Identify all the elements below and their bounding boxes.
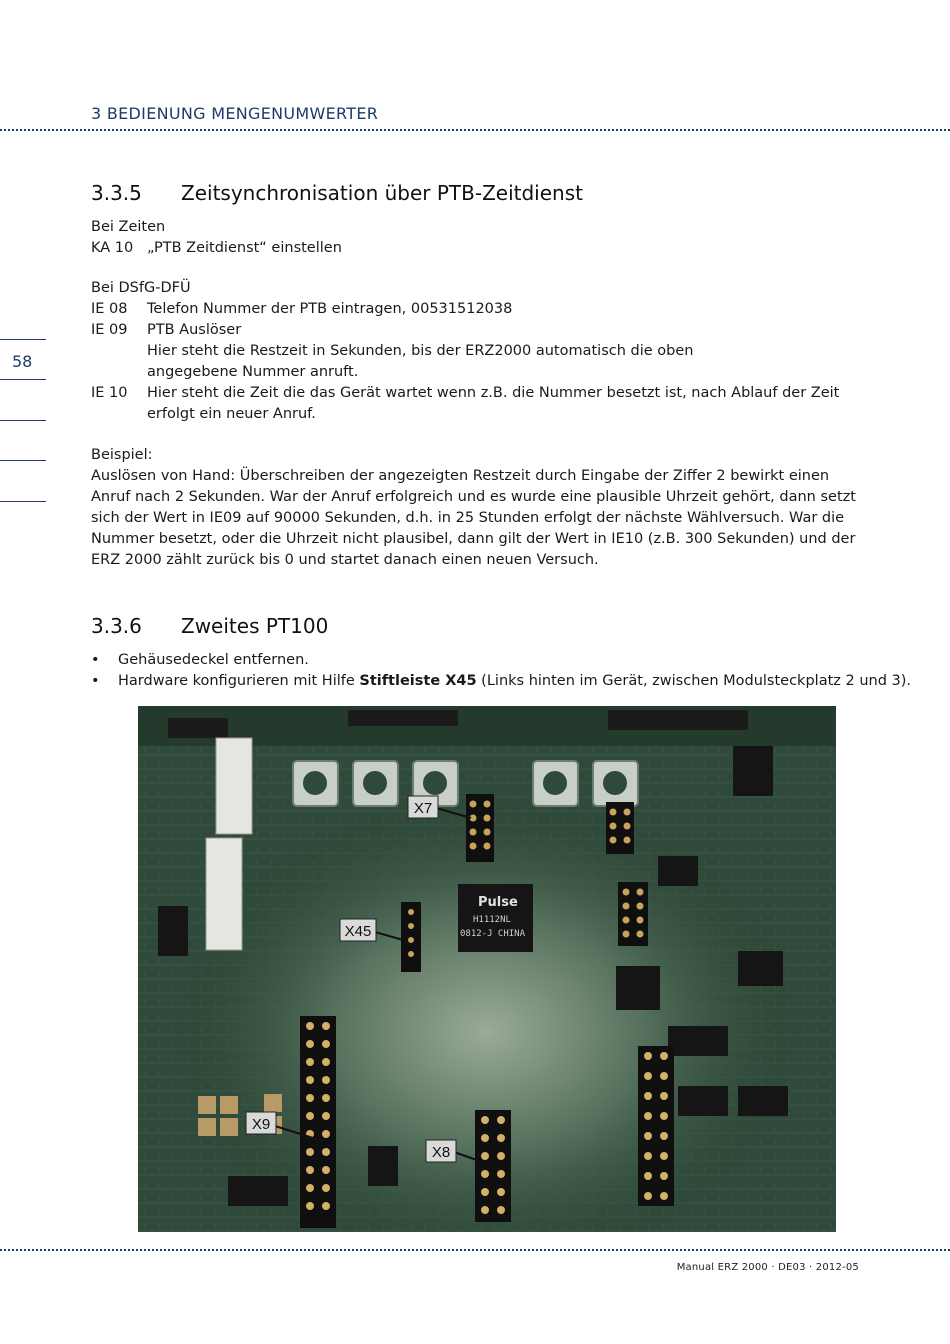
- chip-part: H1112NL: [473, 915, 511, 925]
- circuit-board-photo: [138, 706, 836, 1232]
- footer-divider: [0, 1249, 950, 1251]
- setting-text: „PTB Zeitdienst“ einstellen: [147, 240, 342, 256]
- margin-rule: [0, 501, 46, 502]
- callout-x9: [246, 1112, 276, 1134]
- margin-rule: [0, 379, 46, 380]
- callout-label: X8: [431, 1144, 451, 1161]
- setting-text-continued: angegebene Nummer anruft.: [147, 364, 359, 380]
- setting-row-ie10: [91, 383, 839, 404]
- callout-x7: [408, 796, 438, 818]
- header-divider: [0, 129, 950, 131]
- chip-origin: 0812-J CHINA: [460, 929, 526, 939]
- dfue-heading: Bei DSfG-DFÜ: [91, 280, 191, 296]
- setting-row-ie09: [91, 320, 839, 341]
- list-item: [91, 671, 911, 692]
- callout-label: X9: [251, 1116, 271, 1133]
- callout-label: X45: [344, 923, 372, 940]
- section-number: 3.3.6: [91, 614, 142, 638]
- callout-x8: [426, 1140, 456, 1162]
- section-number: 3.3.5: [91, 181, 142, 205]
- setting-code: IE 08: [91, 301, 128, 317]
- callout-x45: [340, 919, 376, 941]
- list-item-emphasis: Stiftleiste X45: [359, 673, 477, 689]
- chip-brand: Pulse: [478, 895, 518, 910]
- section-heading-336: [91, 614, 328, 638]
- section-heading-335: [91, 181, 583, 205]
- list-item-text: Gehäusedeckel entfernen.: [118, 652, 309, 668]
- setting-text-continued: erfolgt ein neuer Anruf.: [147, 406, 316, 422]
- section-title: Zweites PT100: [181, 614, 329, 638]
- chapter-header: 3 BEDIENUNG MENGENUMWERTER: [91, 104, 379, 123]
- list-item-text: Hardware konfigurieren mit Hilfe: [118, 673, 360, 689]
- list-item-text: (Links hinten im Gerät, zwischen Modulsteckplatz 2 und 3).: [476, 673, 911, 689]
- margin-rule: [0, 339, 46, 340]
- margin-rule: [0, 460, 46, 461]
- list-item: [91, 650, 911, 671]
- setting-code: KA 10: [91, 240, 134, 256]
- example-heading: Beispiel:: [91, 447, 153, 463]
- callout-label: X7: [413, 800, 433, 817]
- page-number: 58: [12, 352, 33, 371]
- setting-text-continued: Hier steht die Restzeit in Sekunden, bis der ERZ2000 automatisch die oben: [147, 343, 694, 359]
- margin-rule: [0, 420, 46, 421]
- zeiten-block: [91, 217, 342, 259]
- setting-text: Hier steht die Zeit die das Gerät wartet wenn z.B. die Nummer besetzt ist, nach Ablauf der Zeit: [147, 385, 840, 401]
- example-paragraph: Auslösen von Hand: Überschreiben der angezeigten Restzeit durch Eingabe der Ziffer 2 bewirkt einen Anruf nach 2 Sekunden. War der Anruf erfolgreich und es wurde eine plausible Uhrzeit gehört, dann setzt sich der Wert in IE09 auf 90000 Sekunden, d.h. in 25 Stunden erfolgt der nächste Wählversuch. War die Nummer besetzt, oder die Uhrzeit nicht plausibel, dann gilt der Wert in IE10 (z.B. 300 Sekunden) und der ERZ 2000 zählt zurück bis 0 und startet danach einen neuen Versuch.: [91, 468, 856, 568]
- setting-text: Telefon Nummer der PTB eintragen, 00531512038: [147, 301, 513, 317]
- section-title: Zeitsynchronisation über PTB-Zeitdienst: [181, 181, 583, 205]
- instruction-list: [91, 650, 911, 692]
- setting-row-ie08: [91, 299, 839, 320]
- setting-row: [91, 238, 342, 259]
- setting-text: PTB Auslöser: [147, 322, 242, 338]
- setting-code: IE 09: [91, 322, 128, 338]
- setting-code: IE 10: [91, 385, 128, 401]
- dfue-block: [91, 278, 839, 425]
- footer-text: Manual ERZ 2000 · DE03 · 2012-05: [676, 1262, 859, 1273]
- zeiten-heading: Bei Zeiten: [91, 219, 166, 235]
